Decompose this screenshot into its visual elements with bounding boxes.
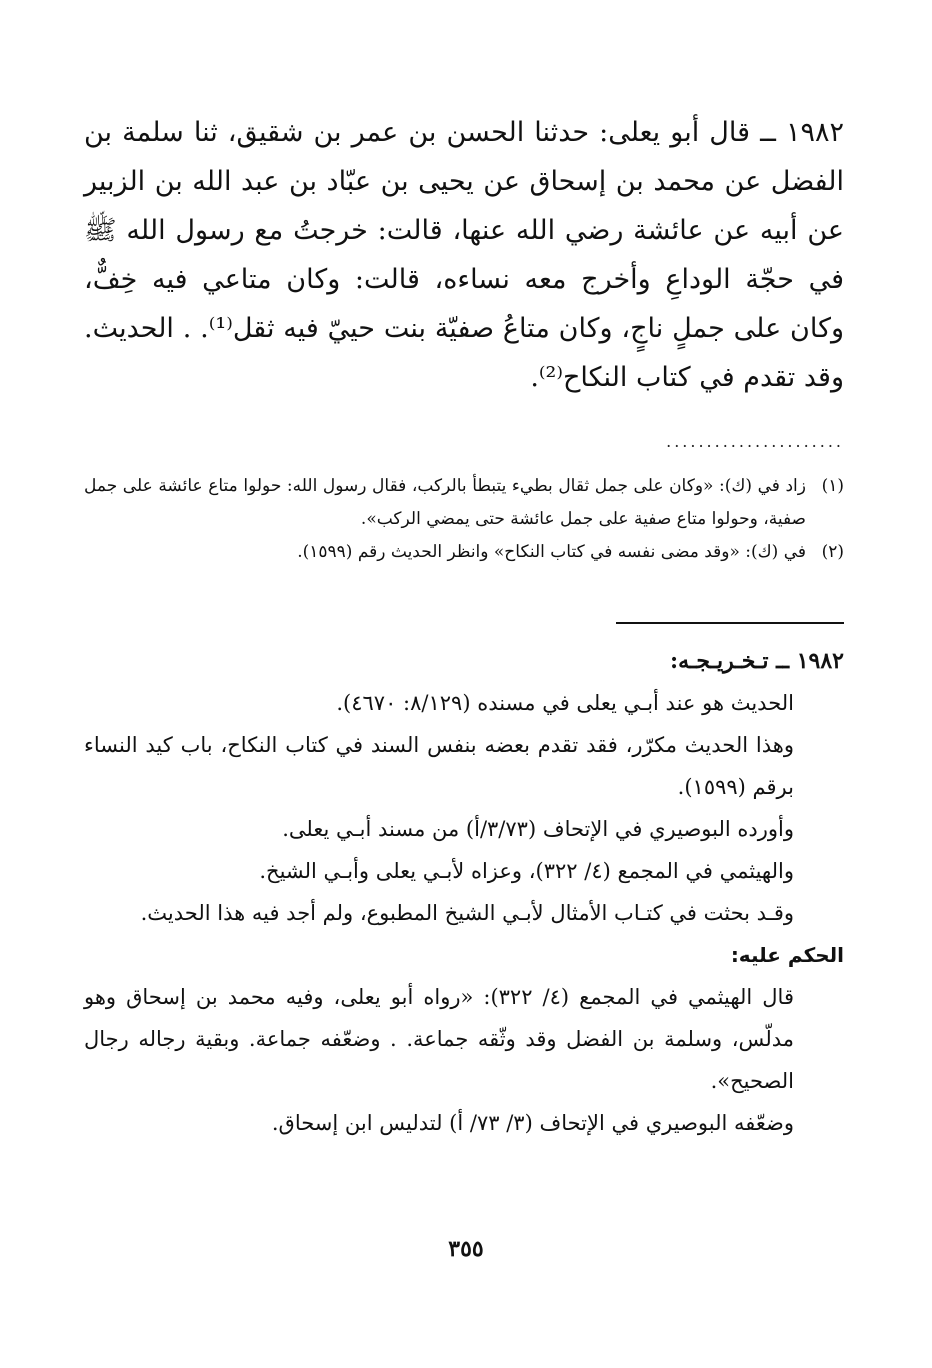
footnotes-section [84,470,844,569]
footnote-separator-dots: ...................... [666,432,844,451]
footnote-text: زاد في (ك): «وكان على جمل ثقال بطيء يتبطأ بالركب، فقال رسول الله: حولوا متاع عائشة على جمل صفية، وحولوا متاع صفية على جمل عائشة حتى يمضي الركب». [84,476,806,529]
takhrij-paragraph: الحديث هو عند أبـي يعلى في مسنده (٨/١٢٩: ٤٦٧٠). [336,691,794,715]
footnote-number: (٢) [821,542,844,562]
page-number: ٣٥٥ [448,1236,484,1262]
ruling-paragraph: قال الهيثمي في المجمع (٤/ ٣٢٢): «رواه أبو يعلى، وفيه محمد بن إسحاق وهو مدلّس، وسلمة بن الفضل وقد وثّقه جماعة. . وضعّفه جماعة. وبقية رجاله رجال الصحيح». [84,985,794,1093]
takhrij-heading: ١٩٨٢ ــ تـخـريـجـه: [670,648,844,674]
ruling-paragraph: وضعّفه البوصيري في الإتحاف (٣/ ٧٣/ أ) لتدليس ابن إسحاق. [271,1111,794,1135]
footnote-1 [84,470,844,536]
takhrij-paragraph: وقـد بحثت في كتـاب الأمثال لأبـي الشيخ المطبوع، ولم أجد فيه هذا الحديث. [140,901,794,925]
takhrij-paragraph: وأورده البوصيري في الإتحاف (٣/٧٣/أ) من مسند أبـي يعلى. [282,817,794,841]
footnote-number: (١) [821,476,844,496]
takhrij-paragraph: والهيثمي في المجمع (٤/ ٣٢٢)، وعزاه لأبـي يعلى وأبـي الشيخ. [259,859,794,883]
hadith-paragraph: ١٩٨٢ ــ قال أبو يعلى: حدثنا الحسن بن عمر بن شقيق، ثنا سلمة بن الفضل عن محمد بن إسحاق عن يحيى بن عبّاد بن عبد الله بن الزبير عن أبيه عن عائشة رضي الله عنها، قالت: خرجتُ مع رسول الله ﷺ في حجّة الوداعِ وأخرج معه نساءه، قالت: وكان متاعي فيه خِفٌّ، وكان على جملٍ ناجٍ، وكان متاعُ صفيّة بنت حييّ فيه ثقل⁽¹⁾. . الحديث. وقد تقدم في كتاب النكاح⁽²⁾. [84,117,844,393]
footnote-2 [84,536,844,569]
ruling-heading: الحكم عليه: [730,943,844,967]
section-divider [616,622,844,624]
footnote-text: في (ك): «وقد مضى نفسه في كتاب النكاح» وانظر الحديث رقم (١٥٩٩). [297,542,806,562]
hadith-text-block [84,108,844,402]
takhrij-paragraph: وهذا الحديث مكرّر، فقد تقدم بعضه بنفس السند في كتاب النكاح، باب كيد النساء برقم (١٥٩٩). [84,733,794,799]
takhrij-section [84,640,844,1144]
